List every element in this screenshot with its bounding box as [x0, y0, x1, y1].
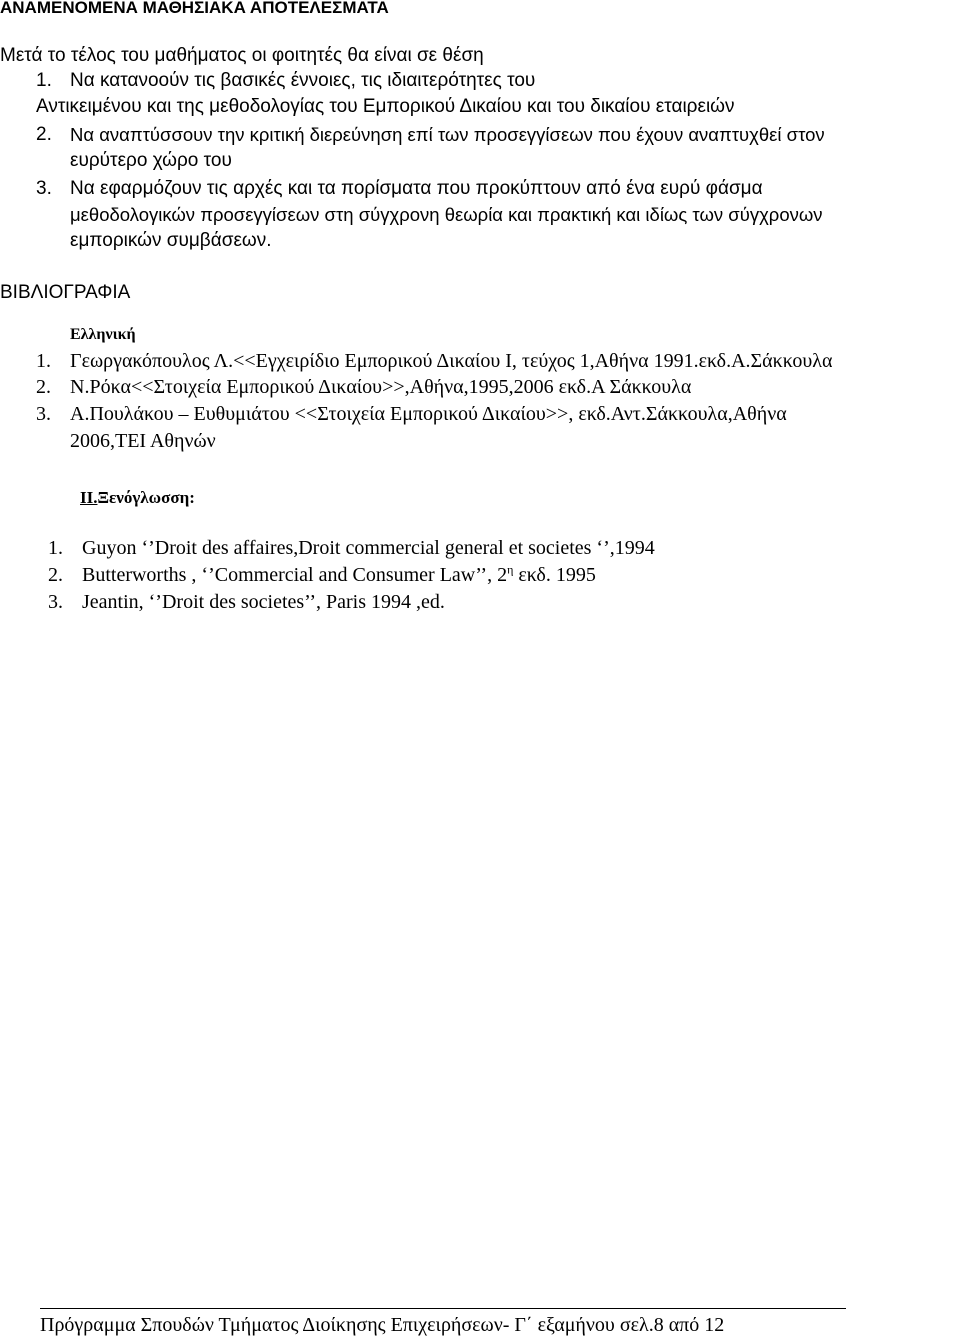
- list-item-text: Αντικειμένου και της μεθοδολογίας του Εμπορικού Δικαίου και του δικαίου εταιρειών: [36, 96, 735, 117]
- greek-bibliography-label: Ελληνική: [70, 326, 136, 343]
- list-number: 3.: [48, 591, 63, 613]
- list-item-text: 2006,ΤΕΙ Αθηνών: [70, 430, 216, 452]
- page-footer: Πρόγραμμα Σπουδών Τμήματος Διοίκησης Επιχειρήσεων- Γ΄ εξαμήνου σελ.8 από 12: [40, 1314, 725, 1336]
- list-number: 2.: [36, 376, 51, 398]
- list-item-text: Jeantin, ‘’Droit des societes’’, Paris 1994 ,ed.: [82, 591, 445, 613]
- list-number: 3.: [36, 178, 52, 199]
- edition-superscript: η: [507, 562, 514, 577]
- bibliography-heading: ΒΙΒΛΙΟΓΡΑΦΙΑ: [0, 282, 131, 303]
- list-item-text: ευρύτερο χώρο του: [70, 150, 232, 171]
- outcomes-heading: ΑΝΑΜΕΝΟΜΕΝΑ ΜΑΘΗΣΙΑΚΑ ΑΠΟΤΕΛΕΣΜΑΤΑ: [0, 0, 389, 17]
- list-item-text: Γεωργακόπουλος Λ.<<Εγχειρίδιο Εμπορικού Δικαίου Ι, τεύχος 1,Αθήνα 1991.εκδ.Α.Σάκκουλα: [70, 350, 833, 372]
- list-number: 1.: [48, 537, 63, 559]
- list-item-text: Α.Πουλάκου – Ευθυμιάτου <<Στοιχεία Εμπορικού Δικαίου>>, εκδ.Αντ.Σάκκουλα,Αθήνα: [70, 403, 787, 425]
- list-number: 2.: [48, 564, 63, 586]
- outcomes-intro: Μετά το τέλος του μαθήματος οι φοιτητές θα είναι σε θέση: [0, 45, 484, 66]
- list-number: 1.: [36, 70, 52, 91]
- list-number: 3.: [36, 403, 51, 425]
- list-item-text: [82, 564, 596, 587]
- list-number: 2.: [36, 124, 52, 145]
- list-item-text: Ν.Ρόκα<<Στοιχεία Εμπορικού Δικαίου>>,Αθήνα,1995,2006 εκδ.Α Σάκκουλα: [70, 376, 692, 398]
- foreign-bibliography-heading: [80, 488, 195, 508]
- footer-divider: [40, 1308, 846, 1309]
- foreign-bibliography-label: Ξενόγλωσση:: [97, 488, 195, 507]
- list-item-text-after: εκδ. 1995: [513, 564, 596, 586]
- list-number: 1.: [36, 350, 51, 372]
- list-item-text: Να εφαρμόζουν τις αρχές και τα πορίσματα που προκύπτουν από ένα ευρύ φάσμα: [70, 178, 763, 199]
- foreign-section-number: ΙΙ.: [80, 488, 98, 507]
- list-item-text: Να κατανοούν τις βασικές έννοιες, τις ιδιαιτερότητες του: [70, 70, 536, 91]
- list-item-text-main: Butterworths , ‘’Commercial and Consumer Law’’, 2: [82, 564, 508, 586]
- list-item-text: Να αναπτύσσουν την κριτική διερεύνηση επί των προσεγγίσεων που έχουν αναπτυχθεί στον: [70, 124, 825, 145]
- list-item-text: εμπορικών συμβάσεων.: [70, 230, 272, 251]
- list-item-text: Guyon ‘’Droit des affaires,Droit commercial general et societes ‘’,1994: [82, 537, 655, 559]
- list-item-text: μεθοδολογικών προσεγγίσεων στη σύγχρονη θεωρία και πρακτική και ιδίως των σύγχρονων: [70, 204, 823, 225]
